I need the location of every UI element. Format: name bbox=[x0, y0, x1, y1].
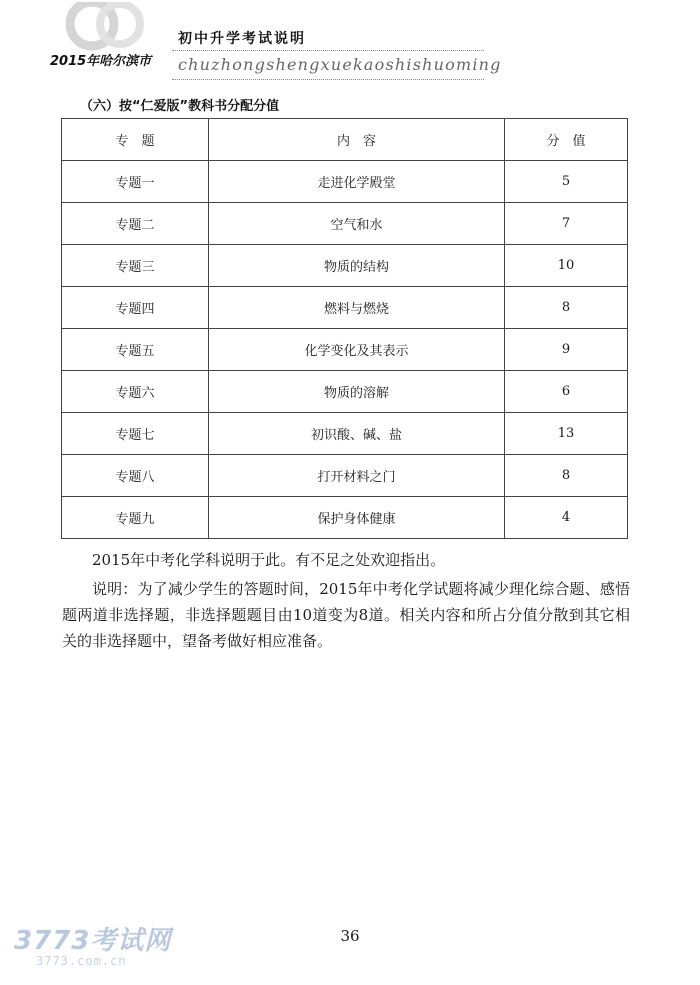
note-paragraph: 说明：为了减少学生的答题时间，2015年中考化学试题将减少理化综合题、感悟题两道非选择题，非选择题题目由10道变为8道。相关内容和所占分值分散到其它相关的非选择题中，望备考做好相应准备。 bbox=[62, 580, 630, 650]
cell-score: 9 bbox=[505, 329, 628, 371]
table-row bbox=[62, 245, 628, 287]
table-row bbox=[62, 203, 628, 245]
cell-topic: 专题五 bbox=[62, 329, 209, 371]
cell-score: 8 bbox=[505, 287, 628, 329]
section-title: （六）按“仁爱版”教科书分配分值 bbox=[80, 99, 280, 114]
cell-content: 保护身体健康 bbox=[209, 497, 505, 539]
cell-topic: 专题二 bbox=[62, 203, 209, 245]
header-year-city: 2015年哈尔滨市 bbox=[50, 54, 152, 69]
cell-topic: 专题八 bbox=[62, 455, 209, 497]
cell-content: 物质的结构 bbox=[209, 245, 505, 287]
cell-topic: 专题四 bbox=[62, 287, 209, 329]
cell-content: 空气和水 bbox=[209, 203, 505, 245]
cell-score: 13 bbox=[505, 413, 628, 455]
header-pinyin: chuzhongshengxuekaoshishuoming bbox=[178, 55, 502, 74]
header-score: 分 值 bbox=[505, 119, 628, 161]
cell-content: 物质的溶解 bbox=[209, 371, 505, 413]
table-row bbox=[62, 455, 628, 497]
table-row bbox=[62, 371, 628, 413]
header-divider bbox=[172, 50, 484, 51]
table-row bbox=[62, 413, 628, 455]
table-row bbox=[62, 329, 628, 371]
page-header bbox=[0, 0, 700, 100]
header-content: 内 容 bbox=[209, 119, 505, 161]
cell-score: 4 bbox=[505, 497, 628, 539]
cell-content: 走进化学殿堂 bbox=[209, 161, 505, 203]
cell-topic: 专题六 bbox=[62, 371, 209, 413]
cell-score: 10 bbox=[505, 245, 628, 287]
cell-content: 初识酸、碱、盐 bbox=[209, 413, 505, 455]
cell-content: 化学变化及其表示 bbox=[209, 329, 505, 371]
cell-score: 6 bbox=[505, 371, 628, 413]
watermark-url: 3773.com.cn bbox=[36, 954, 127, 968]
table-row bbox=[62, 287, 628, 329]
cell-score: 8 bbox=[505, 455, 628, 497]
cell-topic: 专题九 bbox=[62, 497, 209, 539]
header-topic: 专 题 bbox=[62, 119, 209, 161]
cell-content: 燃料与燃烧 bbox=[209, 287, 505, 329]
page-number: 36 bbox=[340, 927, 360, 945]
cell-topic: 专题三 bbox=[62, 245, 209, 287]
header-divider-bottom bbox=[172, 79, 484, 80]
table-header-row bbox=[62, 119, 628, 161]
cell-score: 7 bbox=[505, 203, 628, 245]
header-title: 初中升学考试说明 bbox=[178, 31, 306, 47]
cell-content: 打开材料之门 bbox=[209, 455, 505, 497]
table-row bbox=[62, 497, 628, 539]
score-table bbox=[61, 118, 628, 539]
cell-topic: 专题一 bbox=[62, 161, 209, 203]
cell-topic: 专题七 bbox=[62, 413, 209, 455]
cell-score: 5 bbox=[505, 161, 628, 203]
closing-paragraph: 2015年中考化学科说明于此。有不足之处欢迎指出。 bbox=[92, 551, 446, 569]
table-row bbox=[62, 161, 628, 203]
watermark-brand: 3773考试网 bbox=[14, 926, 172, 956]
